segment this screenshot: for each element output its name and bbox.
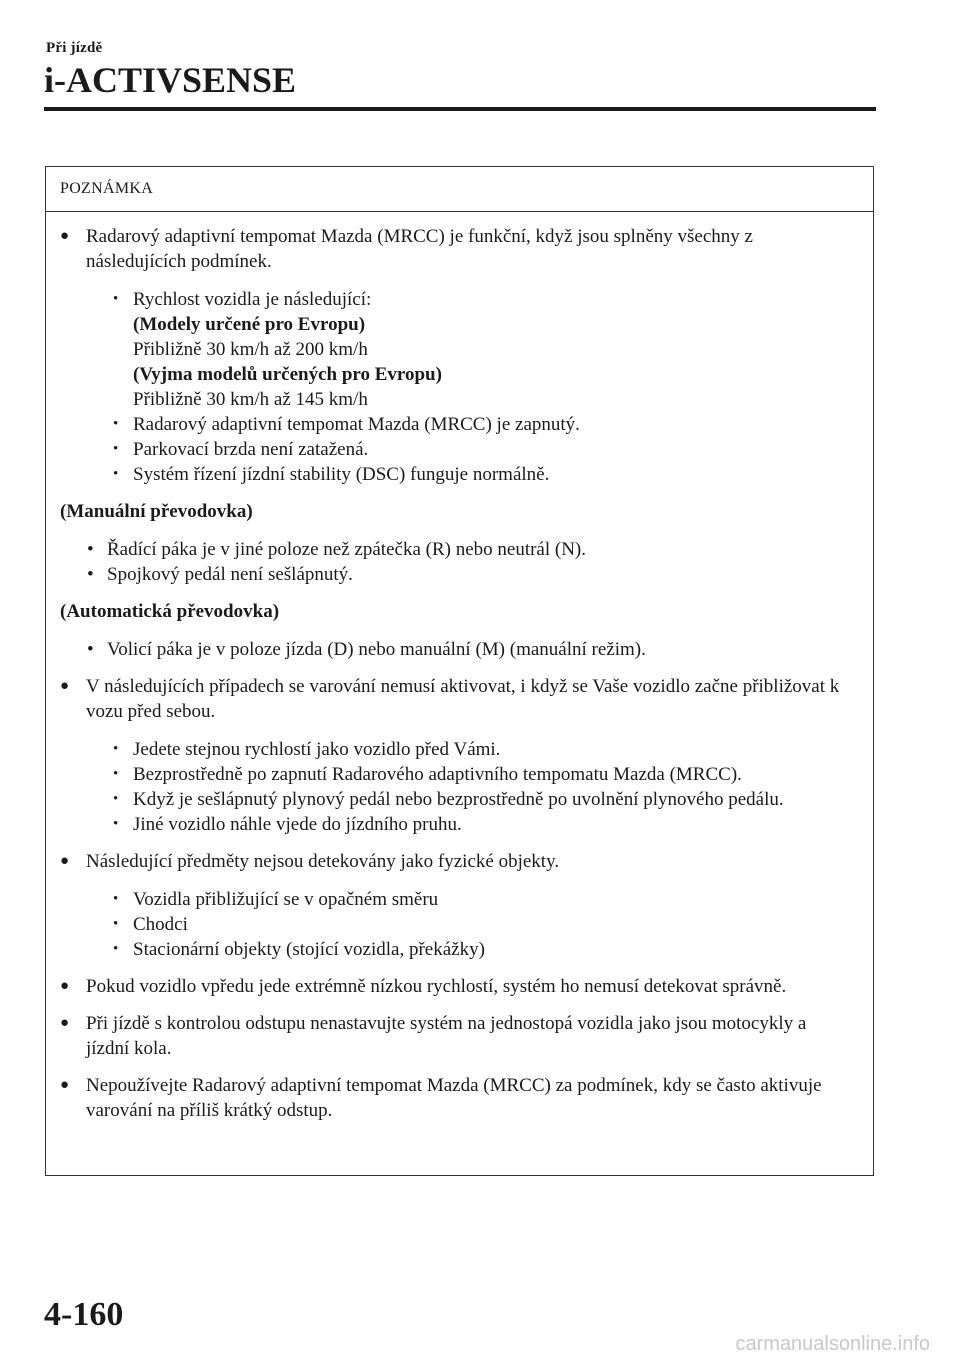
bullet-icon: ●	[60, 1077, 70, 1093]
sub-item-text: Systém řízení jízdní stability (DSC) funguje normálně.	[133, 464, 550, 485]
condition-europe: (Modely určené pro Evropu)	[133, 314, 366, 335]
automatic-transmission-heading: (Automatická převodovka)	[60, 601, 280, 622]
bullet-icon: ●	[60, 1015, 70, 1031]
page-title: i-ACTIVSENSE	[44, 60, 297, 100]
sub-list	[113, 287, 853, 487]
sub-list	[113, 887, 853, 962]
sub-item	[113, 437, 853, 462]
sub-item	[87, 562, 853, 587]
sub-item-text: Bezprostředně po zapnutí Radarového adaptivního tempomatu Mazda (MRCC).	[133, 764, 742, 785]
bullet-text: Pokud vozidlo vpředu jede extrémně nízkou rychlostí, systém ho nemusí detekovat správně.	[86, 976, 787, 997]
sub-bullet-icon: •	[113, 791, 119, 807]
note-bullet-1	[60, 224, 853, 487]
sub-bullet-icon: •	[113, 741, 119, 757]
note-bullet-3	[60, 849, 853, 962]
sub-item-text: Spojkový pedál není sešlápnutý.	[107, 564, 353, 585]
sub-item-text: Vozidla přibližující se v opačném směru	[133, 889, 439, 910]
sub-item-text: Parkovací brzda není zatažená.	[133, 439, 369, 460]
sub-list	[113, 737, 853, 837]
sub-item-speed	[113, 287, 853, 412]
section-label: Při jízdě	[46, 40, 103, 56]
sub-bullet-icon: •	[113, 891, 119, 907]
sub-item-text: Jiné vozidlo náhle vjede do jízdního pruhu.	[133, 814, 462, 835]
sub-item	[113, 812, 853, 837]
bullet-text: Následující předměty nejsou detekovány jako fyzické objekty.	[86, 851, 560, 872]
sub-item	[113, 937, 853, 962]
sub-item	[113, 787, 853, 812]
sub-bullet-icon: •	[113, 941, 119, 957]
sub-item	[87, 537, 853, 562]
sub-bullet-icon: •	[113, 441, 119, 457]
note-body	[46, 212, 873, 1123]
note-bullet-4	[60, 974, 853, 999]
sub-bullet-icon: •	[87, 564, 94, 585]
note-bullet-2	[60, 674, 853, 837]
sub-item	[113, 887, 853, 912]
speed-range-europe: Přibližně 30 km/h až 200 km/h	[133, 339, 368, 360]
sub-item-text: Radarový adaptivní tempomat Mazda (MRCC) je zapnutý.	[133, 414, 580, 435]
sub-list-manual	[87, 537, 853, 587]
note-heading: POZNÁMKA	[46, 167, 873, 212]
note-bullet-5	[60, 1011, 853, 1061]
title-rule	[44, 107, 876, 111]
sub-item	[113, 412, 853, 437]
sub-bullet-icon: •	[113, 816, 119, 832]
sub-item-text: Volicí páka je v poloze jízda (D) nebo manuální (M) (manuální režim).	[107, 639, 646, 660]
sub-bullet-icon: •	[113, 916, 119, 932]
sub-item	[113, 762, 853, 787]
bullet-text: Radarový adaptivní tempomat Mazda (MRCC) je funkční, když jsou splněny všechny z následujících podmínek.	[86, 226, 753, 272]
sub-item-text: Řadící páka je v jiné poloze než zpátečka (R) nebo neutrál (N).	[107, 539, 587, 560]
sub-item-text: Stacionární objekty (stojící vozidla, překážky)	[133, 939, 485, 960]
sub-item-text: Jedete stejnou rychlostí jako vozidlo před Vámi.	[133, 739, 501, 760]
sub-item-text: Když je sešlápnutý plynový pedál nebo bezprostředně po uvolnění plynového pedálu.	[133, 789, 784, 810]
watermark: carmanualsonline.info	[735, 1333, 930, 1355]
page-number: 4-160	[44, 1296, 124, 1333]
sub-item-text: Chodci	[133, 914, 188, 935]
sub-bullet-icon: •	[113, 466, 119, 482]
manual-transmission-heading: (Manuální převodovka)	[60, 501, 253, 522]
bullet-icon: ●	[60, 228, 70, 244]
sub-item	[87, 637, 853, 662]
note-box	[45, 166, 874, 1176]
bullet-text: V následujících případech se varování nemusí aktivovat, i když se Vaše vozidlo začne přibližovat k vozu před sebou.	[86, 676, 840, 722]
sub-item-text: Rychlost vozidla je následující:	[133, 289, 372, 310]
sub-list-automatic	[87, 637, 853, 662]
sub-item	[113, 912, 853, 937]
bullet-icon: ●	[60, 853, 70, 869]
sub-bullet-icon: •	[87, 539, 94, 560]
sub-item	[113, 462, 853, 487]
bullet-text: Při jízdě s kontrolou odstupu nenastavujte systém na jednostopá vozidla jako jsou motocykly a jízdní kola.	[86, 1013, 807, 1059]
speed-range-non-europe: Přibližně 30 km/h až 145 km/h	[133, 389, 368, 410]
sub-bullet-icon: •	[113, 416, 119, 432]
bullet-icon: ●	[60, 678, 70, 694]
bullet-text: Nepoužívejte Radarový adaptivní tempomat Mazda (MRCC) za podmínek, kdy se často aktivuje varování na příliš krátký odstup.	[86, 1075, 822, 1121]
condition-non-europe: (Vyjma modelů určených pro Evropu)	[133, 364, 442, 385]
sub-item	[113, 737, 853, 762]
note-bullet-6	[60, 1073, 853, 1123]
sub-bullet-icon: •	[113, 291, 119, 307]
bullet-icon: ●	[60, 978, 70, 994]
sub-bullet-icon: •	[87, 639, 94, 660]
sub-bullet-icon: •	[113, 766, 119, 782]
